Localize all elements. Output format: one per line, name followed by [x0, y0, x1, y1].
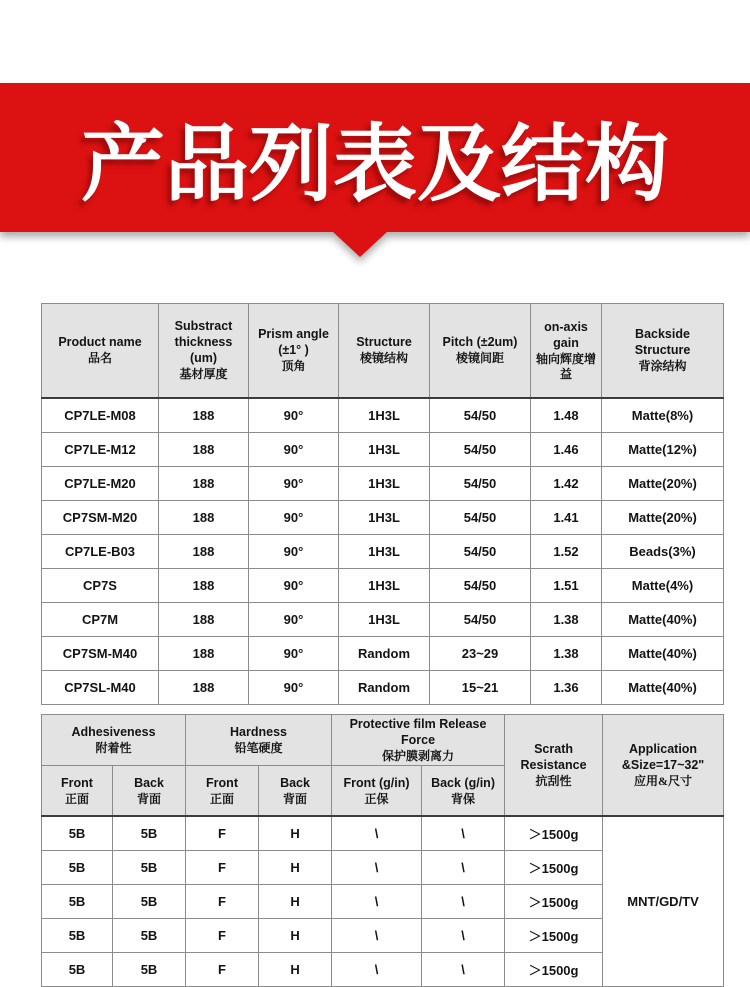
subcol-header-hardness-front: [186, 766, 259, 817]
table-row: [42, 816, 724, 851]
table-cell: 90°: [249, 433, 339, 467]
table-cell: \: [422, 919, 505, 953]
header-en: Product name: [58, 335, 142, 350]
table-cell: 90°: [249, 671, 339, 705]
table-cell: ＞1500g: [505, 816, 603, 851]
table-cell: H: [259, 885, 332, 919]
table-cell: 5B: [113, 816, 186, 851]
header-cn: 轴向辉度增益: [536, 351, 597, 381]
table-row: [42, 603, 724, 637]
header-cn: 基材厚度: [179, 367, 228, 382]
header-en: Front: [61, 775, 93, 790]
table-cell: Matte(20%): [602, 467, 724, 501]
col-header-application-size: [603, 715, 724, 817]
col-header-structure: [339, 304, 430, 399]
table-cell: H: [259, 953, 332, 987]
table-cell: 1.38: [531, 603, 602, 637]
table-cell: 188: [159, 603, 249, 637]
table-cell: 1.42: [531, 467, 602, 501]
table-cell: 5B: [113, 919, 186, 953]
table-cell: 188: [159, 433, 249, 467]
table-cell: 188: [159, 637, 249, 671]
header-cn: 品名: [87, 351, 112, 366]
table-cell: CP7LE-M12: [42, 433, 159, 467]
col-header-pitch: [430, 304, 531, 399]
header-en: Front (g/in): [343, 775, 410, 790]
table-cell: Matte(20%): [602, 501, 724, 535]
header-en: on-axis gain: [544, 319, 588, 350]
table-header-row: [42, 304, 724, 399]
table-cell: 5B: [113, 885, 186, 919]
table-cell: 54/50: [430, 433, 531, 467]
header-en: Back: [134, 775, 164, 790]
table-cell: Matte(8%): [602, 398, 724, 433]
table-cell: 90°: [249, 398, 339, 433]
table-cell: \: [332, 851, 422, 885]
banner-tail-triangle: [332, 231, 388, 257]
table-cell: 188: [159, 467, 249, 501]
table-cell: \: [422, 816, 505, 851]
header-cn: 棱镜间距: [455, 351, 504, 366]
header-cn: 保护膜剥离力: [382, 749, 455, 763]
header-en: Scrath Resistance: [520, 742, 587, 772]
table-cell: ＞1500g: [505, 885, 603, 919]
table-cell: 15~21: [430, 671, 531, 705]
header-en: Back (g/in): [431, 775, 495, 790]
table-cell: F: [186, 919, 259, 953]
page-title: 产品列表及结构: [80, 117, 669, 211]
table-cell: 23~29: [430, 637, 531, 671]
header-cn: 附着性: [95, 741, 132, 755]
table-cell: H: [259, 919, 332, 953]
col-header-prism-angle: [249, 304, 339, 399]
table-cell: F: [186, 816, 259, 851]
table-cell: 1H3L: [339, 467, 430, 501]
table-cell: 1H3L: [339, 535, 430, 569]
table-cell: Matte(4%): [602, 569, 724, 603]
table-cell: 1H3L: [339, 433, 430, 467]
table-cell: ＞1500g: [505, 851, 603, 885]
table-cell: 5B: [42, 953, 113, 987]
header-cn: 背保: [451, 791, 476, 806]
table-cell: Matte(40%): [602, 671, 724, 705]
col-header-product-name: [42, 304, 159, 399]
table-cell: \: [332, 816, 422, 851]
table-header-row: [42, 715, 724, 766]
table-cell: 1.52: [531, 535, 602, 569]
header-cn: 背面: [137, 791, 162, 806]
header-en: Front: [206, 775, 238, 790]
table-cell: ＞1500g: [505, 953, 603, 987]
table-cell: 90°: [249, 467, 339, 501]
header-en: Prism angle (±1° ): [258, 327, 329, 358]
table-cell: \: [422, 953, 505, 987]
table-cell: Random: [339, 671, 430, 705]
table-cell: \: [332, 885, 422, 919]
table-cell: \: [332, 919, 422, 953]
table-cell: 188: [159, 569, 249, 603]
col-header-backside-structure: [602, 304, 724, 399]
table-cell: 1.38: [531, 637, 602, 671]
header-en: Hardness: [230, 725, 288, 739]
col-header-release-force: [332, 715, 505, 766]
col-header-adhesiveness: [42, 715, 186, 766]
table-cell: Matte(40%): [602, 637, 724, 671]
table-cell: 188: [159, 398, 249, 433]
table-cell: 90°: [249, 535, 339, 569]
header-cn: 正面: [64, 791, 89, 806]
table-cell: 5B: [42, 919, 113, 953]
table-cell: CP7SL-M40: [42, 671, 159, 705]
table-cell: 188: [159, 671, 249, 705]
table-cell: 5B: [42, 885, 113, 919]
table-cell: CP7M: [42, 603, 159, 637]
table-cell: Random: [339, 637, 430, 671]
banner: [0, 83, 750, 258]
table-cell: 1.46: [531, 433, 602, 467]
header-cn: 背涂结构: [638, 359, 687, 374]
col-header-hardness: [186, 715, 332, 766]
table-cell: 5B: [113, 953, 186, 987]
table-cell: 1.36: [531, 671, 602, 705]
table-cell: 90°: [249, 569, 339, 603]
table-cell: 5B: [113, 851, 186, 885]
header-cn: 棱镜结构: [359, 351, 408, 366]
table-cell: 54/50: [430, 535, 531, 569]
table-cell: 90°: [249, 637, 339, 671]
table-cell: CP7SM-M20: [42, 501, 159, 535]
subcol-header-release-back: [422, 766, 505, 817]
table-cell: 1.41: [531, 501, 602, 535]
table-cell: 5B: [42, 816, 113, 851]
table-cell: 54/50: [430, 569, 531, 603]
subcol-header-release-front: [332, 766, 422, 817]
subcol-header-adhesiveness-back: [113, 766, 186, 817]
table-cell: 1H3L: [339, 398, 430, 433]
table-row: [42, 637, 724, 671]
table-row: [42, 398, 724, 433]
header-cn: 背面: [283, 791, 308, 806]
subcol-header-adhesiveness-front: [42, 766, 113, 817]
header-cn: 顶角: [281, 359, 306, 374]
table-row: [42, 467, 724, 501]
header-en: Substract thickness (um): [174, 319, 233, 366]
table-cell: 188: [159, 535, 249, 569]
table-cell: 54/50: [430, 501, 531, 535]
table-cell: 5B: [42, 851, 113, 885]
header-en: Protective film Release Force: [349, 717, 487, 747]
col-header-scratch-resistance: [505, 715, 603, 817]
table-cell: Matte(12%): [602, 433, 724, 467]
table-cell: ＞1500g: [505, 919, 603, 953]
header-cn: 正面: [210, 791, 235, 806]
table-cell: CP7LE-M20: [42, 467, 159, 501]
table-row: [42, 433, 724, 467]
table-cell: F: [186, 953, 259, 987]
header-cn: 铅笔硬度: [234, 741, 283, 755]
table-cell: 1H3L: [339, 603, 430, 637]
table-cell: \: [422, 851, 505, 885]
header-cn: 正保: [364, 791, 389, 806]
table-row: [42, 671, 724, 705]
header-cn: 应用&尺寸: [634, 774, 693, 788]
table-cell: 90°: [249, 603, 339, 637]
table-cell: H: [259, 816, 332, 851]
table-cell: 1H3L: [339, 569, 430, 603]
table-cell: 90°: [249, 501, 339, 535]
table-cell: 1.51: [531, 569, 602, 603]
table-cell: 54/50: [430, 467, 531, 501]
table-cell: H: [259, 851, 332, 885]
header-en: Backside Structure: [634, 327, 691, 358]
header-en: Structure: [356, 335, 412, 350]
table-cell: Matte(40%): [602, 603, 724, 637]
table-row: [42, 535, 724, 569]
table-cell: 54/50: [430, 398, 531, 433]
col-header-substrate-thickness: [159, 304, 249, 399]
table-cell: Beads(3%): [602, 535, 724, 569]
table-row: [42, 501, 724, 535]
physical-property-table: [41, 714, 724, 987]
table-cell: F: [186, 885, 259, 919]
table-cell: 1H3L: [339, 501, 430, 535]
header-en: Adhesiveness: [71, 725, 156, 739]
product-spec-table: [41, 303, 724, 705]
header-en: Back: [280, 775, 310, 790]
subcol-header-hardness-back: [259, 766, 332, 817]
table-row: [42, 569, 724, 603]
table-cell: CP7S: [42, 569, 159, 603]
application-cell: MNT/GD/TV: [603, 816, 724, 987]
table-cell: CP7LE-M08: [42, 398, 159, 433]
banner-background: [0, 83, 750, 232]
header-en: Application &Size=17~32": [621, 742, 705, 772]
table-cell: \: [422, 885, 505, 919]
header-cn: 抗刮性: [535, 774, 572, 788]
table-cell: F: [186, 851, 259, 885]
table-cell: 188: [159, 501, 249, 535]
col-header-on-axis-gain: [531, 304, 602, 399]
table-cell: CP7SM-M40: [42, 637, 159, 671]
header-en: Pitch (±2um): [442, 335, 518, 350]
table-cell: CP7LE-B03: [42, 535, 159, 569]
table-cell: \: [332, 953, 422, 987]
table-cell: 1.48: [531, 398, 602, 433]
table-cell: 54/50: [430, 603, 531, 637]
